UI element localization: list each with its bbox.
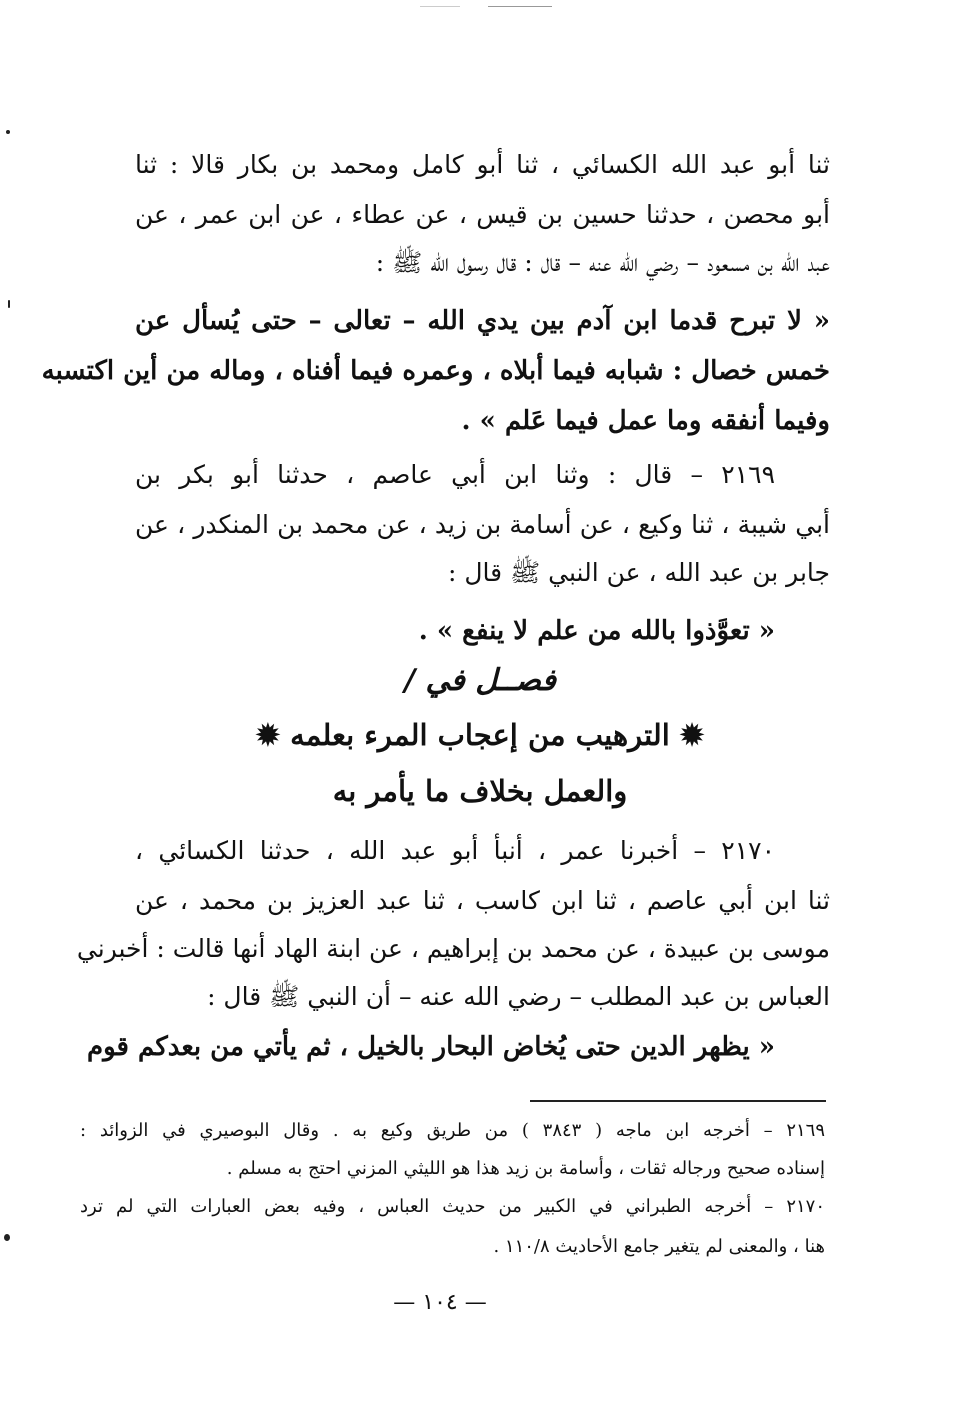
text-line: ٢١٦٩ – قال : وثنا ابن أبي عاصم ، حدثنا أبو بكر بن bbox=[135, 460, 775, 489]
section-title: والعمل بخلاف ما يأمر به bbox=[332, 774, 628, 808]
page-number: — ١٠٤ — bbox=[393, 1290, 487, 1315]
hadith-text-line: خمس خصال : شبابه فيما أبلاه ، وعمره فيما أفناه ، وماله من أين اكتسبه bbox=[41, 356, 830, 386]
scan-speck bbox=[4, 1234, 10, 1241]
hadith-text-line: « لا تبرح قدما ابن آدم بين يدي الله – تعالى – حتى يُسأل عن bbox=[135, 306, 830, 336]
scan-speck bbox=[6, 130, 10, 134]
text-line: ٢١٧٠ – أخبرنا عمر ، أنبأ أبو عبد الله ، حدثنا الكسائي ، bbox=[135, 836, 775, 865]
footnote-line: ٢١٦٩ – أخرجه ابن ماجه ( ٣٨٤٣ ) من طريق وكيع به . وقال البوصيري في الزوائد : bbox=[80, 1120, 825, 1141]
text-line: موسى بن عبيدة ، عن محمد بن إبراهيم ، عن ابنة الهاد أنها قالت : أخبرني bbox=[76, 934, 830, 963]
text-line: أبو محصن ، حدثنا حسين بن قيس ، عن عطاء ، عن ابن عمر ، عن bbox=[135, 200, 830, 229]
text-line: العباس بن عبد المطلب – رضي الله عنه – أن النبي ﷺ قال : bbox=[207, 982, 830, 1011]
footnote-line: إسناده صحيح ورجاله ثقات ، وأسامة بن زيد هذا هو الليثي المزني احتج به مسلم . bbox=[226, 1158, 825, 1179]
section-title: ✹ الترهيب من إعجاب المرء بعلمه ✹ bbox=[255, 718, 705, 752]
text-line: ثنا أبو عبد الله الكسائي ، ثنا أبو كامل ومحمد بن بكار قالا : ثنا bbox=[135, 150, 830, 179]
text-line: عبد الله بن مسعود – رضي الله عنه – قال : قال رسول الله ﷺ : bbox=[375, 248, 830, 277]
header-rule bbox=[488, 6, 552, 7]
footnote-separator bbox=[530, 1100, 826, 1102]
scan-speck bbox=[8, 300, 10, 308]
footnote-line: هنا ، والمعنى لم يتغير جامع الأحاديث ١١٠/٨ . bbox=[493, 1236, 825, 1257]
footnote-line: ٢١٧٠ – أخرجه الطبراني في الكبير من حديث العباس ، وفيه بعض العبارات التي لم ترد bbox=[80, 1196, 825, 1217]
hadith-text-line: وفيما أنفقه وما عمل فيما عَلم » . bbox=[461, 406, 830, 436]
text-line: أبي شيبة ، ثنا وكيع ، عن أسامة بن زيد ، عن محمد بن المنكدر ، عن bbox=[135, 510, 830, 539]
header-rule-dotted bbox=[420, 6, 460, 7]
hadith-text-line: « تعوَّذوا بالله من علم لا ينفع » . bbox=[418, 616, 775, 646]
hadith-text-line: « يظهر الدين حتى يُخاض البحار بالخيل ، ثم يأتي من بعدكم قوم bbox=[87, 1032, 775, 1062]
text-line: ثنا ابن أبي عاصم ، ثنا ابن كاسب ، ثنا عبد العزيز بن محمد ، عن bbox=[135, 886, 830, 915]
text-line: جابر بن عبد الله ، عن النبي ﷺ قال : bbox=[447, 558, 830, 587]
section-heading: فصــل في / bbox=[404, 663, 556, 698]
